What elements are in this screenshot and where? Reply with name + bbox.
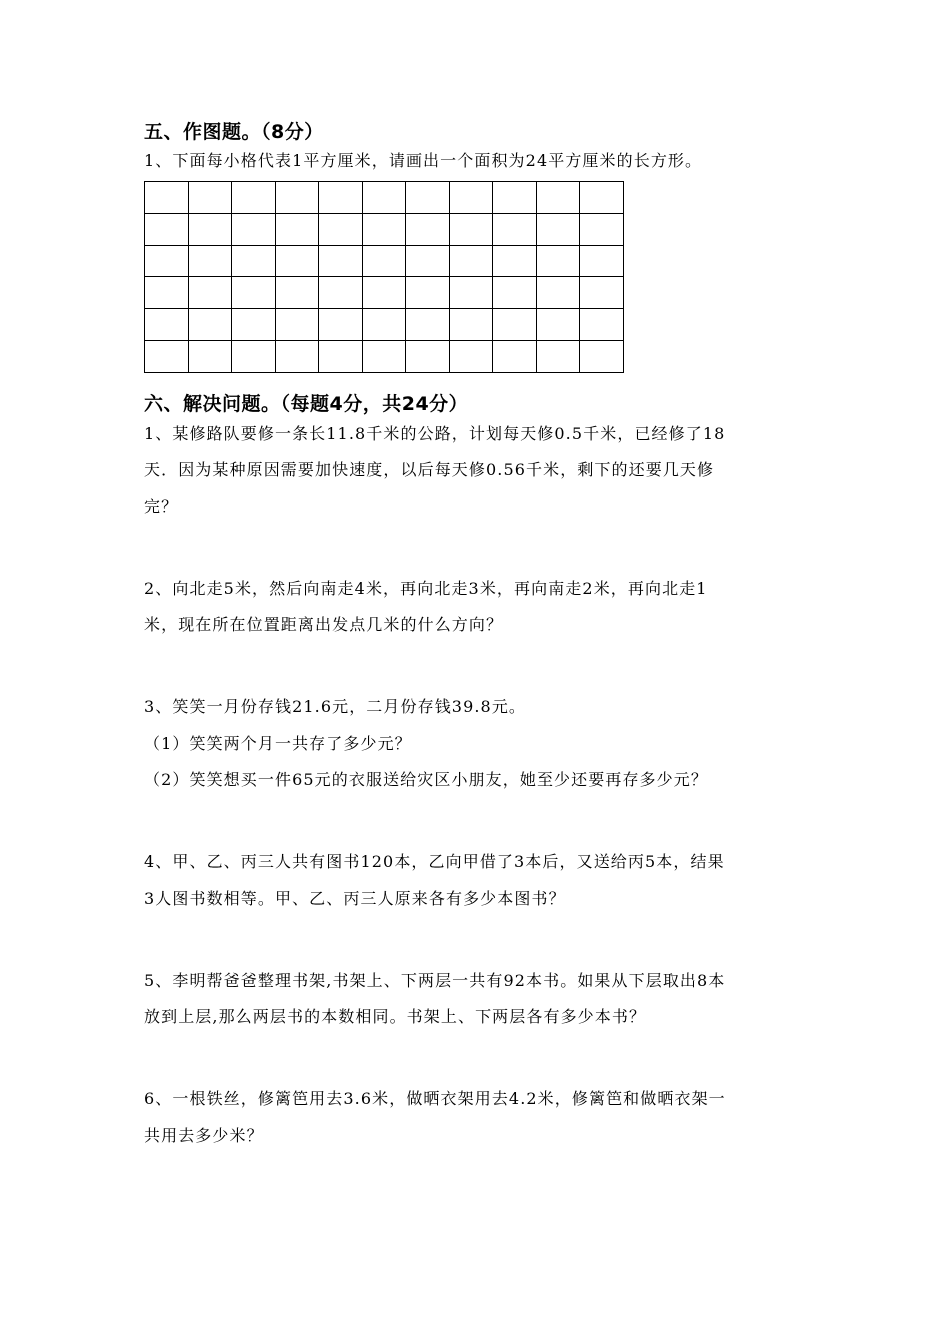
- grid-cell[interactable]: [188, 245, 232, 277]
- grid-cell[interactable]: [188, 277, 232, 309]
- grid-cell[interactable]: [406, 245, 450, 277]
- grid-cell[interactable]: [275, 213, 319, 245]
- grid-cell[interactable]: [362, 341, 406, 373]
- grid-cell[interactable]: [145, 213, 189, 245]
- grid-cell[interactable]: [145, 277, 189, 309]
- grid-cell[interactable]: [536, 341, 580, 373]
- grid-cell[interactable]: [406, 277, 450, 309]
- grid-cell[interactable]: [449, 182, 493, 214]
- question-4-line-2: 3人图书数相等。甲、乙、丙三人原来各有多少本图书？: [144, 889, 566, 908]
- grid-cell[interactable]: [188, 341, 232, 373]
- grid-cell[interactable]: [493, 213, 537, 245]
- grid-row: [145, 277, 624, 309]
- grid-cell[interactable]: [188, 182, 232, 214]
- grid-cell[interactable]: [580, 213, 624, 245]
- grid-cell[interactable]: [362, 213, 406, 245]
- question-2-line-2: 米，现在所在位置距离出发点几米的什么方向？: [144, 615, 504, 634]
- grid-cell[interactable]: [188, 213, 232, 245]
- grid-cell[interactable]: [145, 309, 189, 341]
- grid-cell[interactable]: [362, 277, 406, 309]
- grid-cell[interactable]: [580, 182, 624, 214]
- grid-cell[interactable]: [319, 245, 363, 277]
- grid-cell[interactable]: [449, 245, 493, 277]
- grid-cell[interactable]: [536, 277, 580, 309]
- question-1-line-2: 天．因为某种原因需要加快速度，以后每天修0.56千米，剩下的还要几天修: [144, 460, 715, 479]
- grid-cell[interactable]: [188, 309, 232, 341]
- grid-cell[interactable]: [580, 341, 624, 373]
- grid-cell[interactable]: [275, 309, 319, 341]
- grid-row: [145, 245, 624, 277]
- grid-cell[interactable]: [232, 213, 276, 245]
- question-5-line-1: 5、李明帮爸爸整理书架,书架上、下两层一共有92本书。如果从下层取出8本: [144, 971, 726, 990]
- grid-cell[interactable]: [493, 245, 537, 277]
- grid-cell[interactable]: [449, 213, 493, 245]
- grid-cell[interactable]: [406, 182, 450, 214]
- grid-cell[interactable]: [406, 213, 450, 245]
- section-5-title: 五、作图题。（8分）: [144, 121, 324, 143]
- grid-cell[interactable]: [319, 277, 363, 309]
- grid-cell[interactable]: [362, 309, 406, 341]
- grid-cell[interactable]: [232, 341, 276, 373]
- drawing-grid[interactable]: [144, 181, 624, 373]
- grid-cell[interactable]: [406, 341, 450, 373]
- section-5-question-1: 1、下面每小格代表1平方厘米，请画出一个面积为24平方厘米的长方形。: [144, 151, 703, 170]
- grid-cell[interactable]: [536, 213, 580, 245]
- question-5-line-2: 放到上层,那么两层书的本数相同。书架上、下两层各有多少本书？: [144, 1007, 647, 1026]
- grid-cell[interactable]: [449, 309, 493, 341]
- question-6-line-1: 6、一根铁丝，修篱笆用去3.6米，做晒衣架用去4.2米，修篱笆和做晒衣架一: [144, 1089, 726, 1108]
- grid-cell[interactable]: [275, 341, 319, 373]
- grid-row: [145, 341, 624, 373]
- grid-cell[interactable]: [362, 245, 406, 277]
- question-1-line-1: 1、某修路队要修一条长11.8千米的公路，计划每天修0.5千米，已经修了18: [144, 424, 726, 443]
- grid-cell[interactable]: [275, 277, 319, 309]
- question-6-line-2: 共用去多少米？: [144, 1126, 264, 1145]
- question-4-line-1: 4、甲、乙、丙三人共有图书120本，乙向甲借了3本后，又送给丙5本，结果: [144, 852, 725, 871]
- grid-cell[interactable]: [449, 277, 493, 309]
- grid-cell[interactable]: [580, 277, 624, 309]
- grid-cell[interactable]: [362, 182, 406, 214]
- grid-cell[interactable]: [232, 182, 276, 214]
- grid-cell[interactable]: [536, 245, 580, 277]
- grid-cell[interactable]: [493, 277, 537, 309]
- grid-cell[interactable]: [275, 245, 319, 277]
- grid-row: [145, 182, 624, 214]
- grid-row: [145, 309, 624, 341]
- grid-cell[interactable]: [232, 245, 276, 277]
- grid-cell[interactable]: [449, 341, 493, 373]
- grid-cell[interactable]: [319, 309, 363, 341]
- question-1-line-3: 完？: [144, 497, 179, 516]
- grid-cell[interactable]: [319, 182, 363, 214]
- grid-cell[interactable]: [319, 341, 363, 373]
- question-3-subquestion-1: （1）笑笑两个月一共存了多少元？: [144, 734, 412, 753]
- grid-cell[interactable]: [145, 182, 189, 214]
- grid-cell[interactable]: [536, 182, 580, 214]
- grid-cell[interactable]: [493, 341, 537, 373]
- question-3-subquestion-2: （2）笑笑想买一件65元的衣服送给灾区小朋友，她至少还要再存多少元？: [144, 770, 708, 789]
- grid-cell[interactable]: [580, 309, 624, 341]
- grid-cell[interactable]: [232, 277, 276, 309]
- section-6-title: 六、解决问题。（每题4分，共24分）: [144, 393, 469, 415]
- question-2-line-1: 2、向北走5米，然后向南走4米，再向北走3米，再向南走2米，再向北走1: [144, 579, 708, 598]
- grid-cell[interactable]: [145, 341, 189, 373]
- grid-cell[interactable]: [580, 245, 624, 277]
- grid-cell[interactable]: [493, 182, 537, 214]
- grid-cell[interactable]: [232, 309, 276, 341]
- grid-row: [145, 213, 624, 245]
- grid-cell[interactable]: [536, 309, 580, 341]
- grid-cell[interactable]: [493, 309, 537, 341]
- grid-cell[interactable]: [406, 309, 450, 341]
- grid-cell[interactable]: [319, 213, 363, 245]
- grid-cell[interactable]: [145, 245, 189, 277]
- grid-cell[interactable]: [275, 182, 319, 214]
- question-3-line-1: 3、笑笑一月份存钱21.6元，二月份存钱39.8元。: [144, 697, 527, 716]
